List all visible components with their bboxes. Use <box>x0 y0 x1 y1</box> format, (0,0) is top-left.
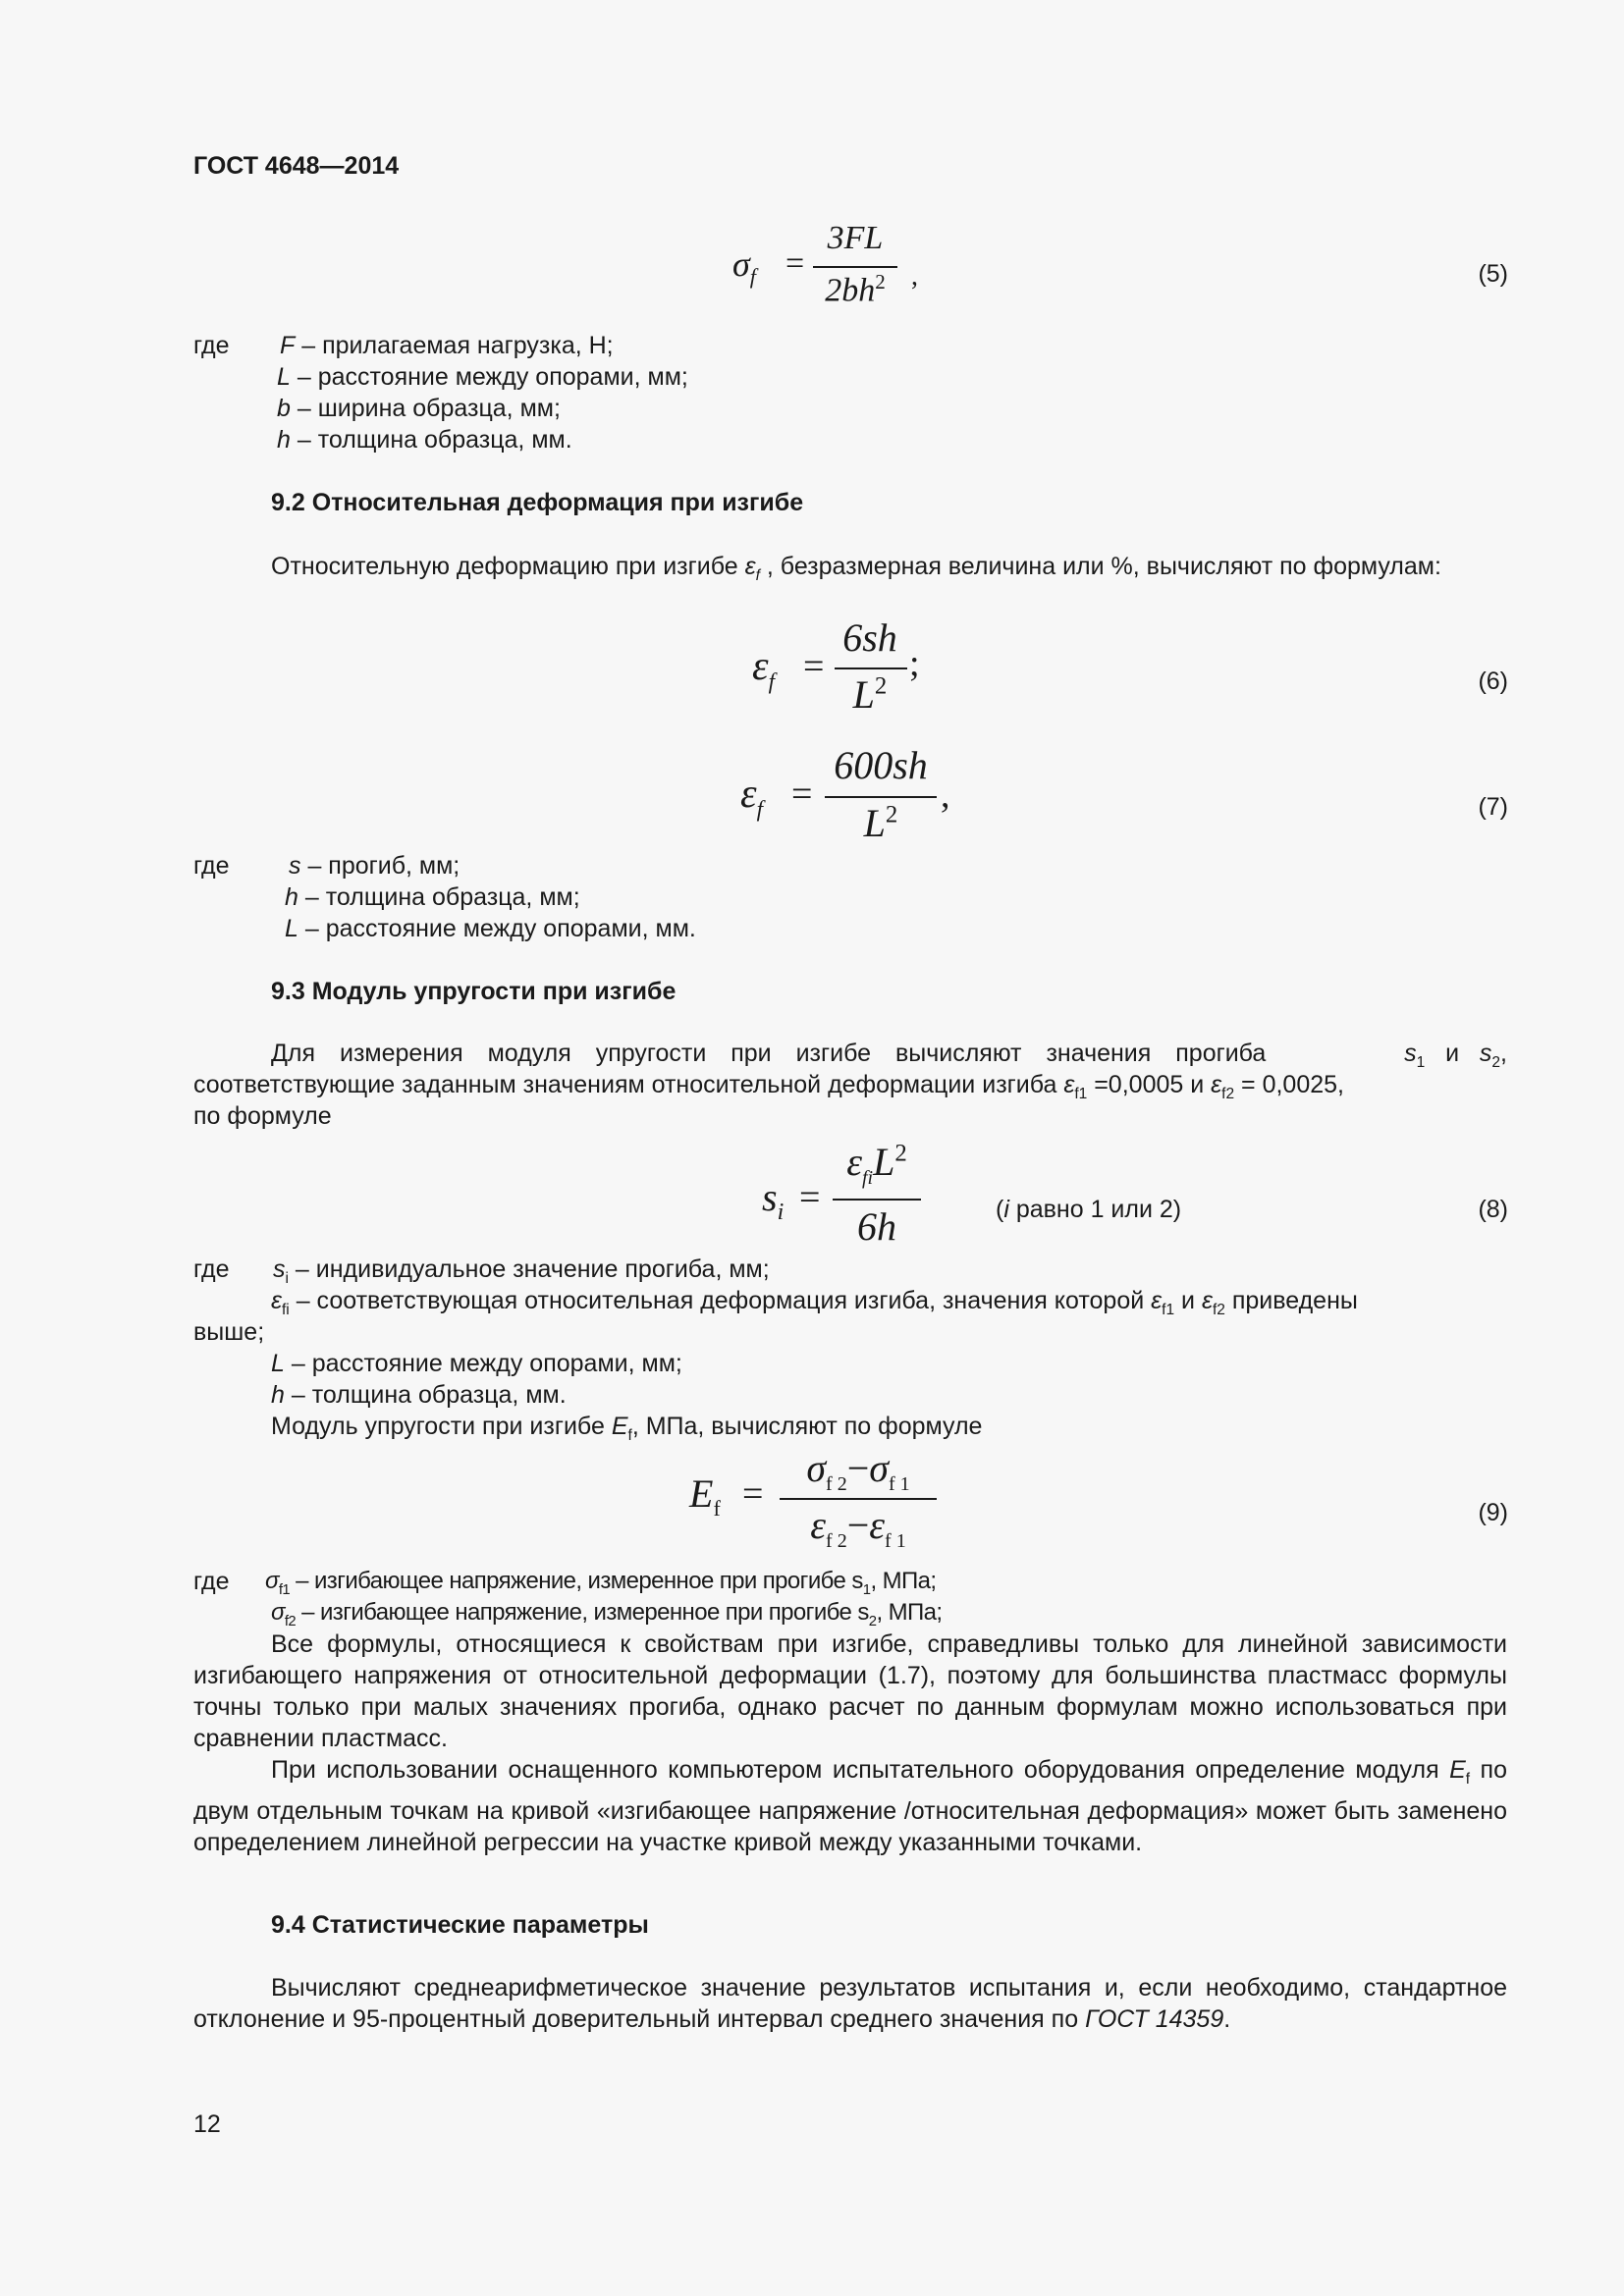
eq6-lhs: $\varepsilon_f$ <box>752 644 775 694</box>
eq5-fraction-bar <box>813 266 897 268</box>
def-efi: $\varepsilon_{fi}$ – соответствующая относительная деформация изгиба, значения которой $\varepsilon_{f1}$ и $\varepsilon_{f2}$ приведены <box>271 1287 1358 1318</box>
section-9-4-title: 9.4 Статистические параметры <box>271 1911 649 1939</box>
eq9-equals: = <box>742 1473 764 1515</box>
eq7-denominator: $L^2$ <box>863 801 898 845</box>
where-label-4: где <box>193 1568 230 1595</box>
def-sigma-f2: $\sigma_{f2}$ – изгибающее напряжение, измеренное при прогибе $s_2$, МПа; <box>271 1599 943 1629</box>
section-9-4-paragraph: Вычисляют среднеарифметическое значение результатов испытания и, если необходимо, стандартное отклонение и 95-процентный доверительный интервал среднего значения по ГОСТ 14359. <box>193 1974 1507 2033</box>
def-L-2: L – расстояние между опорами, мм. <box>285 915 696 942</box>
eq9-lhs: $E_f$ <box>689 1471 721 1521</box>
where-label-3: где <box>193 1255 230 1283</box>
def-b: b – ширина образца, мм; <box>277 395 561 422</box>
eq7-lhs: $\varepsilon_f$ <box>740 772 763 822</box>
eq8-numerator: $\varepsilon_{fi}L^2$ <box>846 1140 907 1189</box>
eq6-fraction-bar <box>835 667 907 669</box>
modulus-intro: Модуль упругости при изгибе $E_f$, МПа, вычисляют по формуле <box>271 1413 983 1444</box>
section-9-2-title: 9.2 Относительная деформация при изгибе <box>271 489 804 516</box>
section-9-3-line2: соответствующие заданным значениям относительной деформации изгиба $\varepsilon_{f1} =0,0005$ и $\varepsilon_{f2} = 0,0025$, <box>193 1071 1344 1102</box>
paragraph-formulas-validity: Все формулы, относящиеся к свойствам при изгибе, справедливы только для линейной зависимости изгибающего напряжения от относительной деформации (1.7), поэтому для большинства пластмасс формулы точны только при малых значениях прогиба, однако расчет по данным формулам можно использоваться при сравнении пластмасс. <box>193 1630 1507 1752</box>
section-9-2-paragraph: Относительную деформацию при изгибе $\varepsilon_f$ , безразмерная величина или %, вычисляют по формулам: <box>271 553 1441 584</box>
eq8-number: (8) <box>1478 1196 1508 1223</box>
eq5-lhs: $\sigma_f$ <box>732 244 756 290</box>
def-F: F – прилагаемая нагрузка, Н; <box>280 332 614 359</box>
paragraph-computer-equipment: При использовании оснащенного компьютером испытательного оборудования определение модуля $E_f$ по двум отдельным точкам на кривой «изгибающее напряжение /относительная деформация» может быть заменено определением линейной регрессии на участке кривой между указанными точками. <box>193 1756 1507 1856</box>
eq5-denominator: $2bh^2$ <box>825 270 886 309</box>
section-9-3-line3: по формуле <box>193 1102 332 1130</box>
page-number: 12 <box>193 2110 221 2138</box>
eq7-equals: = <box>791 774 813 815</box>
def-si: $s_i$ – индивидуальное значение прогиба, мм; <box>273 1255 770 1287</box>
eq6-number: (6) <box>1478 667 1508 695</box>
section-9-3-line1: Для измерения модуля упругости при изгибе вычисляют значения прогиба $s_1$ и $s_2$, <box>271 1040 1507 1071</box>
eq5-equals: = <box>785 245 805 282</box>
section-9-3-title: 9.3 Модуль упругости при изгибе <box>271 978 677 1005</box>
eq8-note: (i равно 1 или 2) <box>996 1196 1182 1223</box>
def-sigma-f1: $\sigma_{f1}$ – изгибающее напряжение, измеренное при прогибе $s_1$, МПа; <box>265 1568 937 1598</box>
eq5-comma: , <box>911 261 918 292</box>
eq7-numerator: 600sh <box>834 743 928 787</box>
eq6-semicolon: ; <box>909 643 920 684</box>
def-L-3: L – расстояние между опорами, мм; <box>271 1350 682 1377</box>
where-label-2: где <box>193 852 230 880</box>
def-h-3: h – толщина образца, мм. <box>271 1381 567 1409</box>
eq8-equals: = <box>799 1177 821 1218</box>
eq8-lhs: $s_i$ <box>762 1175 785 1225</box>
def-s: s – прогиб, мм; <box>289 852 460 880</box>
eq7-number: (7) <box>1478 793 1508 821</box>
eq6-numerator: 6sh <box>842 615 897 660</box>
document-header: ГОСТ 4648—2014 <box>193 152 400 180</box>
def-h-2: h – толщина образца, мм; <box>285 883 580 911</box>
def-h: h – толщина образца, мм. <box>277 426 572 454</box>
where-label-1: где <box>193 332 230 359</box>
eq5-numerator: 3FL <box>827 220 884 256</box>
def-efi-continuation: выше; <box>193 1318 265 1346</box>
eq8-fraction-bar <box>833 1199 921 1201</box>
eq9-number: (9) <box>1478 1499 1508 1526</box>
eq9-numerator: $\sigma_{f 2}-\sigma_{f 1}$ <box>806 1446 910 1495</box>
eq7-fraction-bar <box>825 796 937 798</box>
eq7-comma: , <box>941 774 950 816</box>
eq5-number: (5) <box>1478 260 1508 288</box>
eq9-fraction-bar <box>780 1498 937 1500</box>
eq6-denominator: $L^2$ <box>852 672 888 717</box>
eq8-denominator: 6h <box>857 1204 896 1249</box>
eq9-denominator: $\varepsilon_{f 2}-\varepsilon_{f 1}$ <box>810 1503 906 1552</box>
def-L: L – расстояние между опорами, мм; <box>277 363 688 391</box>
eq6-equals: = <box>803 646 825 687</box>
